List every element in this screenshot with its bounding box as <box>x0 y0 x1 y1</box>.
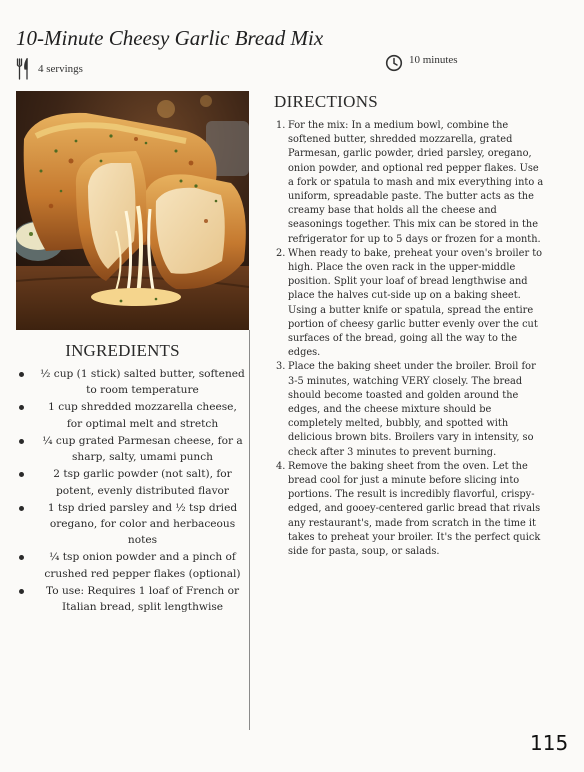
ingredient-item <box>16 549 245 582</box>
time-text: 10 minutes <box>409 54 458 66</box>
servings-meta <box>16 58 83 80</box>
ingredient-item <box>16 433 245 466</box>
step-number: 3. <box>276 361 286 373</box>
direction-step <box>276 460 546 559</box>
ingredient-item <box>16 466 245 499</box>
directions-heading: DIRECTIONS <box>274 92 379 111</box>
ingredient-text: 1 cup shredded mozzarella cheese, for optimal melt and stretch <box>48 401 237 430</box>
step-text: When ready to bake, preheat your oven's broiler to high. Place the oven rack in the upper-middle position. Split your loaf of bread lengthwise and place the halves cut-side up on a baking sheet. Using a butter knife or spatula, spread the entire portion of cheesy garlic butter evenly over the cut surfaces of the bread, going all the way to the edges. <box>288 247 543 359</box>
ingredient-text: To use: Requires 1 loaf of French or Italian bread, split lengthwise <box>45 584 240 614</box>
ingredient-text: 1 tsp dried parsley and ½ tsp dried oregano, for color and herbaceous notes <box>47 501 238 547</box>
step-text: For the mix: In a medium bowl, combine the softened butter, shredded mozzarella, grated Parmesan, garlic powder, dried parsley, oregano, onion powder, and optional red pepper flakes. Use a fork or spatula to mash and mix everything into a uniform, spreadable paste. The butter acts as the creamy base that holds all the cheese and seasonings together. This mix can be stored in the refrigerator for up to 5 days or frozen for a month. <box>288 120 544 245</box>
direction-step <box>276 247 546 361</box>
bullet-icon <box>19 589 24 594</box>
step-number: 2. <box>276 247 286 259</box>
garlic-bread-photo <box>16 91 249 330</box>
fork-knife-icon <box>16 58 30 80</box>
ingredient-item <box>16 366 245 399</box>
ingredients-heading: INGREDIENTS <box>65 341 180 360</box>
step-number: 4. <box>276 460 286 472</box>
ingredient-item <box>16 500 245 549</box>
ingredient-text: ¼ tsp onion powder and a pinch of crushed red pepper flakes (optional) <box>44 551 241 580</box>
direction-step <box>276 360 546 459</box>
bullet-icon <box>19 472 24 477</box>
step-number: 1. <box>276 120 286 131</box>
bullet-icon <box>19 439 24 444</box>
bullet-icon <box>19 555 24 560</box>
clock-icon <box>385 54 403 72</box>
servings-text: 4 servings <box>38 63 83 75</box>
ingredient-item <box>16 399 245 432</box>
direction-step <box>276 119 546 247</box>
ingredient-text: ¼ cup grated Parmesan cheese, for a sharp, salty, umami punch <box>42 434 243 464</box>
bullet-icon <box>19 506 24 511</box>
step-text: Remove the baking sheet from the oven. Let the bread cool for just a minute before slicing into portions. The result is incredibly flavorful, crispy-edged, and gooey-centered garlic bread that rivals any restaurant's, made from scratch in the time it takes to preheat your broiler. It's the perfect quick side for pasta, soup, or salads. <box>288 460 541 558</box>
column-divider <box>249 330 250 730</box>
ingredients-list <box>16 366 245 616</box>
bullet-icon <box>19 372 24 377</box>
bullet-icon <box>19 405 24 410</box>
ingredient-item <box>16 583 245 616</box>
ingredient-text: 2 tsp garlic powder (not salt), for potent, evenly distributed flavor <box>53 468 232 497</box>
page-number: 115 <box>530 731 569 755</box>
directions-list <box>276 119 546 559</box>
ingredient-text: ½ cup (1 stick) salted butter, softened to room temperature <box>40 368 245 397</box>
recipe-title: 10-Minute Cheesy Garlic Bread Mix <box>16 26 324 50</box>
step-text: Place the baking sheet under the broiler. Broil for 3-5 minutes, watching VERY closely. The bread should become toasted and golden around the edges, and the cheese mixture should be completely melted, bubbly, and spotted with delicious brown bits. Broilers vary in intensity, so check after 3 minutes to prevent burning. <box>288 361 536 458</box>
time-meta <box>385 54 458 72</box>
